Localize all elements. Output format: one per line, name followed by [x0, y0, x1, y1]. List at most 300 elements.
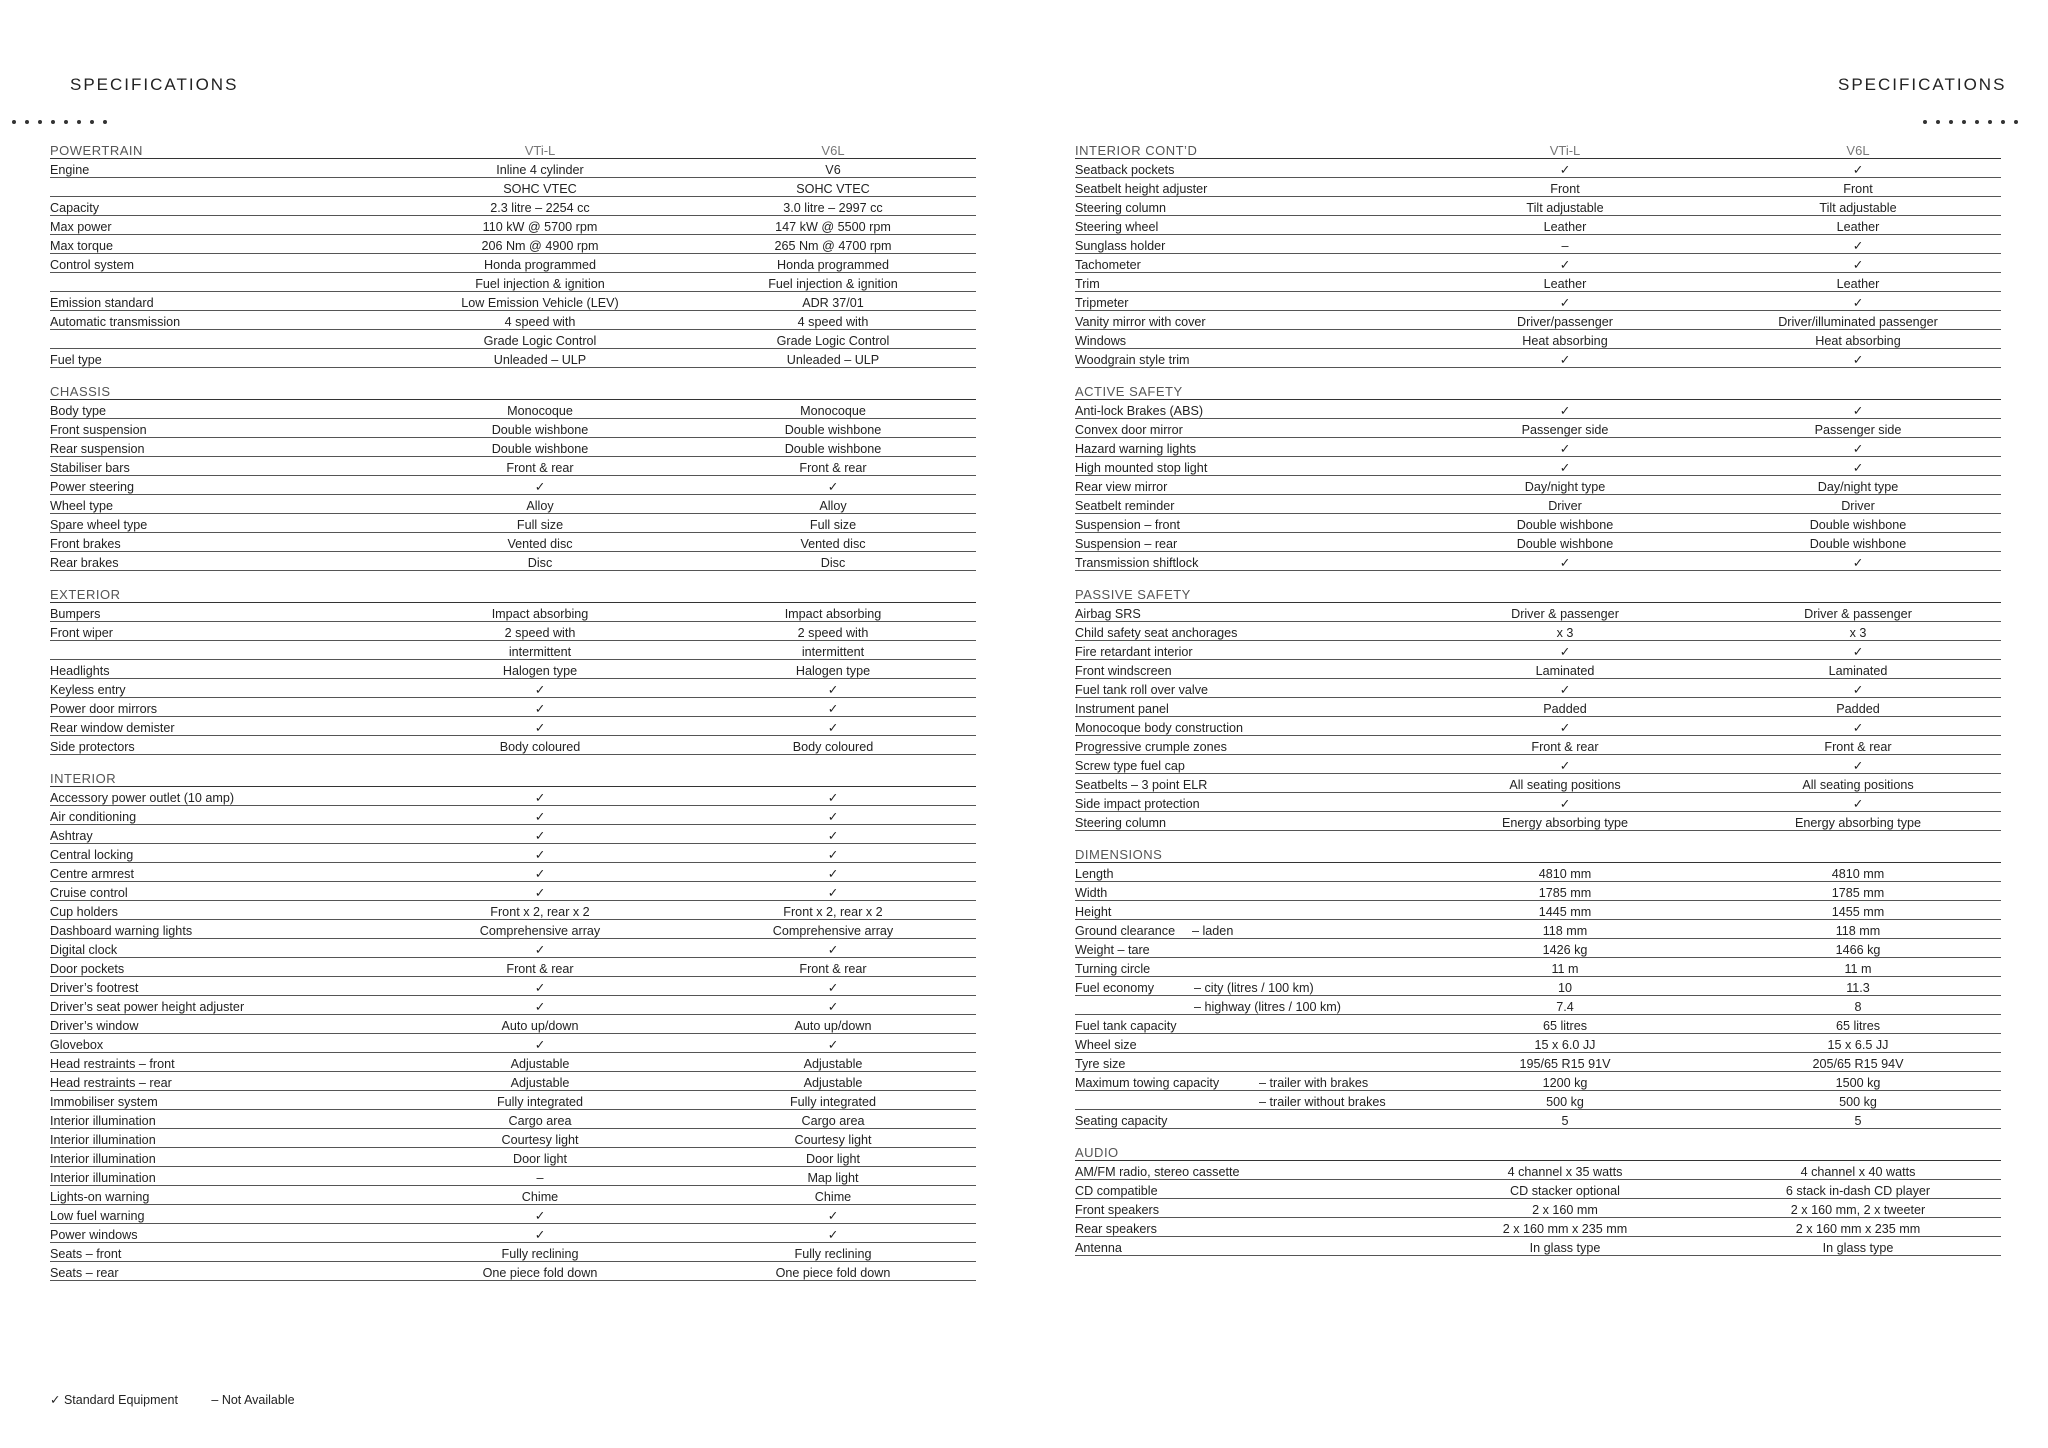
spec-value-vti-l: ✓: [1559, 258, 1571, 272]
spec-value-v6l: Tilt adjustable: [1819, 201, 1897, 215]
spec-value-v6l: ✓: [1852, 404, 1864, 418]
spec-value-v6l: 118 mm: [1835, 924, 1881, 938]
spec-row: [1075, 457, 2001, 476]
spec-label: Rear window demister: [50, 721, 175, 735]
spec-value-v6l: In glass type: [1822, 1241, 1894, 1255]
spec-label: Length: [1075, 867, 1114, 881]
spec-label: Side impact protection: [1075, 797, 1200, 811]
spec-row: [50, 844, 976, 863]
spec-value-v6l: Driver: [1841, 499, 1875, 513]
spec-value-v6l: ✓: [827, 1038, 839, 1052]
spec-row: [1075, 882, 2001, 901]
spec-row: [1075, 216, 2001, 235]
spec-row: [50, 1034, 976, 1053]
spec-row: [50, 216, 976, 235]
spec-label: Central locking: [50, 848, 134, 862]
spec-label: Suspension – rear: [1075, 537, 1178, 551]
spec-value-v6l: Adjustable: [803, 1076, 863, 1090]
spec-value-v6l: 2 x 160 mm, 2 x tweeter: [1790, 1203, 1926, 1217]
spec-value-vti-l: Heat absorbing: [1522, 334, 1608, 348]
spec-value-v6l: ✓: [827, 886, 839, 900]
spec-label: Engine: [50, 163, 90, 177]
spec-row: [1075, 514, 2001, 533]
spec-section: [50, 381, 976, 571]
spec-value-v6l: Unleaded – ULP: [786, 353, 880, 367]
spec-value-vti-l: Fully reclining: [501, 1247, 579, 1261]
spec-row: [50, 1186, 976, 1205]
spec-value-vti-l: Auto up/down: [501, 1019, 579, 1033]
spec-value-v6l: 1785 mm: [1831, 886, 1885, 900]
spec-row: [1075, 1091, 2001, 1110]
spec-label: Spare wheel type: [50, 518, 148, 532]
spec-label: Front suspension: [50, 423, 147, 437]
section-header-row: [1075, 1142, 2001, 1161]
spec-value-vti-l: ✓: [534, 886, 546, 900]
spec-value-vti-l: Grade Logic Control: [483, 334, 597, 348]
spec-row: [1075, 901, 2001, 920]
spec-label: Ground clearance – laden: [1075, 920, 1415, 938]
spec-value-vti-l: 206 Nm @ 4900 rpm: [481, 239, 599, 253]
spec-value-vti-l: Fully integrated: [496, 1095, 584, 1109]
spec-label: Transmission shiftlock: [1075, 556, 1199, 570]
spec-label: High mounted stop light: [1075, 461, 1208, 475]
spec-value-vti-l: Door light: [513, 1152, 567, 1166]
spec-row: [1075, 1218, 2001, 1237]
spec-value-v6l: 11.3: [1846, 981, 1870, 995]
spec-value-vti-l: ✓: [534, 943, 546, 957]
spec-label: Fuel tank capacity: [1075, 1019, 1177, 1033]
spec-value-vti-l: ✓: [1559, 556, 1571, 570]
spec-value-vti-l: Driver: [1548, 499, 1582, 513]
spec-label: Side protectors: [50, 740, 135, 754]
spec-label: Digital clock: [50, 943, 118, 957]
spec-value-v6l: 4 channel x 40 watts: [1800, 1165, 1916, 1179]
spec-value-v6l: 65 litres: [1835, 1019, 1881, 1033]
spec-value-v6l: Courtesy light: [794, 1133, 872, 1147]
spec-row: [50, 698, 976, 717]
spec-row: [50, 1167, 976, 1186]
spec-label: Tachometer: [1075, 258, 1141, 272]
spec-row: [1075, 1053, 2001, 1072]
spec-row: [1075, 793, 2001, 812]
spec-label: Seatback pockets: [1075, 163, 1175, 177]
spec-value-v6l: 11 m: [1844, 962, 1872, 976]
spec-row: [1075, 197, 2001, 216]
spec-column-right: [1075, 140, 2001, 1269]
spec-label: Sunglass holder: [1075, 239, 1166, 253]
spec-label: [1075, 1091, 1415, 1109]
spec-value-vti-l: ✓: [1559, 461, 1571, 475]
spec-value-v6l: 500 kg: [1839, 1095, 1877, 1109]
spec-label: Air conditioning: [50, 810, 137, 824]
spec-value-v6l: Cargo area: [801, 1114, 865, 1128]
spec-value-v6l: 4 speed with: [797, 315, 869, 329]
section-header-row: [50, 768, 976, 787]
spec-label: Control system: [50, 258, 134, 272]
spec-value-v6l: ✓: [827, 981, 839, 995]
spec-value-vti-l: 15 x 6.0 JJ: [1534, 1038, 1596, 1052]
spec-label: Interior illumination: [50, 1114, 156, 1128]
spec-value-vti-l: Adjustable: [510, 1076, 570, 1090]
section-header-row: [1075, 844, 2001, 863]
spec-row: [1075, 679, 2001, 698]
spec-label: Rear suspension: [50, 442, 145, 456]
spec-value-vti-l: ✓: [1559, 759, 1571, 773]
spec-value-vti-l: Padded: [1543, 702, 1587, 716]
spec-sublabel: – highway (litres / 100 km): [1194, 1000, 1341, 1014]
spec-label: Cruise control: [50, 886, 128, 900]
spec-value-v6l: 2 speed with: [797, 626, 869, 640]
spec-value-v6l: ✓: [827, 848, 839, 862]
spec-value-v6l: ✓: [827, 702, 839, 716]
spec-value-vti-l: Vented disc: [507, 537, 573, 551]
spec-row: [1075, 419, 2001, 438]
spec-value-vti-l: ✓: [534, 867, 546, 881]
spec-sublabel: – trailer with brakes: [1259, 1076, 1369, 1090]
spec-label: Screw type fuel cap: [1075, 759, 1185, 773]
spec-value-vti-l: 4 channel x 35 watts: [1507, 1165, 1623, 1179]
spec-value-vti-l: 110 kW @ 5700 rpm: [482, 220, 598, 234]
spec-label: Anti-lock Brakes (ABS): [1075, 404, 1204, 418]
section-header-row: [50, 584, 976, 603]
spec-value-vti-l: Day/night type: [1524, 480, 1606, 494]
spec-label: Seating capacity: [1075, 1114, 1168, 1128]
spec-value-vti-l: Honda programmed: [483, 258, 596, 272]
spec-label: Progressive crumple zones: [1075, 740, 1227, 754]
spec-value-v6l: Front: [1843, 182, 1873, 196]
spec-row: [1075, 812, 2001, 831]
spec-label: Max torque: [50, 239, 113, 253]
spec-label: Child safety seat anchorages: [1075, 626, 1238, 640]
spec-value-vti-l: ✓: [534, 810, 546, 824]
spec-value-vti-l: Double wishbone: [491, 442, 589, 456]
spec-value-v6l: Day/night type: [1817, 480, 1899, 494]
spec-label: Body type: [50, 404, 107, 418]
spec-row: [1075, 400, 2001, 419]
spec-value-vti-l: ✓: [534, 683, 546, 697]
section-title: CHASSIS: [50, 384, 111, 399]
spec-value-vti-l: Tilt adjustable: [1526, 201, 1604, 215]
spec-value-v6l: ✓: [827, 943, 839, 957]
spec-label: Cup holders: [50, 905, 118, 919]
spec-value-vti-l: Cargo area: [508, 1114, 572, 1128]
spec-value-v6l: ✓: [827, 1209, 839, 1223]
spec-value-v6l: V6: [825, 163, 841, 177]
spec-label: Glovebox: [50, 1038, 104, 1052]
spec-value-vti-l: 1785 mm: [1538, 886, 1592, 900]
section-header-row: [1075, 584, 2001, 603]
section-header-row: [50, 140, 976, 159]
spec-value-vti-l: SOHC VTEC: [503, 182, 577, 196]
spec-value-v6l: Front & rear: [799, 461, 867, 475]
spec-row: [1075, 1180, 2001, 1199]
spec-label: Hazard warning lights: [1075, 442, 1197, 456]
spec-label: Fuel economy – city (litres / 100 km): [1075, 977, 1415, 995]
spec-value-v6l: Passenger side: [1814, 423, 1902, 437]
spec-value-v6l: Full size: [809, 518, 857, 532]
spec-value-vti-l: Impact absorbing: [491, 607, 589, 621]
spec-label: Headlights: [50, 664, 110, 678]
spec-label: Stabiliser bars: [50, 461, 130, 475]
spec-label: Keyless entry: [50, 683, 126, 697]
spec-value-v6l: 3.0 litre – 2997 cc: [783, 201, 883, 215]
spec-row: [50, 292, 976, 311]
spec-label: Convex door mirror: [1075, 423, 1183, 437]
spec-row: [1075, 159, 2001, 178]
spec-value-vti-l: Courtesy light: [501, 1133, 579, 1147]
spec-row: [50, 254, 976, 273]
spec-label: Accessory power outlet (10 amp): [50, 791, 235, 805]
spec-label: Ashtray: [50, 829, 93, 843]
spec-value-vti-l: In glass type: [1529, 1241, 1601, 1255]
spec-row: [1075, 349, 2001, 368]
spec-row: [1075, 939, 2001, 958]
spec-row: [1075, 1072, 2001, 1091]
spec-row: [50, 1091, 976, 1110]
spec-row: [50, 273, 976, 292]
spec-section: [1075, 140, 2001, 368]
spec-value-v6l: ✓: [1852, 258, 1864, 272]
spec-value-vti-l: Comprehensive array: [479, 924, 601, 938]
spec-value-v6l: 1466 kg: [1835, 943, 1881, 957]
spec-label: Automatic transmission: [50, 315, 181, 329]
spec-value-vti-l: ✓: [534, 480, 546, 494]
spec-label: Rear view mirror: [1075, 480, 1168, 494]
spec-row: [1075, 178, 2001, 197]
spec-value-v6l: Front & rear: [799, 962, 867, 976]
spec-row: [50, 438, 976, 457]
spec-label: Power steering: [50, 480, 134, 494]
spec-label: Front windscreen: [1075, 664, 1172, 678]
spec-label: [50, 178, 390, 196]
spec-value-v6l: Fully integrated: [789, 1095, 877, 1109]
spec-value-v6l: Leather: [1836, 277, 1880, 291]
spec-value-vti-l: ✓: [1559, 353, 1571, 367]
spec-label: Head restraints – rear: [50, 1076, 172, 1090]
spec-row: [1075, 1015, 2001, 1034]
spec-label: Door pockets: [50, 962, 125, 976]
spec-value-v6l: 4810 mm: [1831, 867, 1885, 881]
spec-value-v6l: ADR 37/01: [802, 296, 864, 310]
spec-row: [1075, 311, 2001, 330]
spec-value-vti-l: Passenger side: [1521, 423, 1609, 437]
spec-label: Immobiliser system: [50, 1095, 158, 1109]
spec-value-v6l: Double wishbone: [784, 442, 882, 456]
spec-value-v6l: Monocoque: [800, 404, 866, 418]
spec-sublabel: – trailer without brakes: [1259, 1095, 1386, 1109]
spec-value-vti-l: ✓: [534, 1038, 546, 1052]
spec-value-vti-l: Fuel injection & ignition: [475, 277, 605, 291]
spec-value-vti-l: 2 x 160 mm: [1532, 1203, 1598, 1217]
spec-value-v6l: Driver/illuminated passenger: [1778, 315, 1938, 329]
spec-value-vti-l: 4 speed with: [504, 315, 576, 329]
spec-value-v6l: ✓: [827, 721, 839, 735]
spec-value-v6l: Disc: [820, 556, 846, 570]
spec-label: Seats – rear: [50, 1266, 119, 1280]
spec-label: Tripmeter: [1075, 296, 1129, 310]
spec-value-v6l: Door light: [806, 1152, 860, 1166]
section-title: DIMENSIONS: [1075, 847, 1163, 862]
spec-section: [1075, 844, 2001, 1129]
spec-row: [1075, 495, 2001, 514]
spec-value-vti-l: 1445 mm: [1538, 905, 1592, 919]
spec-value-vti-l: Front & rear: [1531, 740, 1599, 754]
spec-row: [50, 996, 976, 1015]
column-header-v6l: V6L: [821, 143, 845, 158]
spec-label: Monocoque body construction: [1075, 721, 1244, 735]
spec-row: [50, 311, 976, 330]
spec-value-v6l: 1455 mm: [1831, 905, 1885, 919]
spec-row: [50, 1110, 976, 1129]
spec-value-v6l: Honda programmed: [776, 258, 889, 272]
spec-row: [50, 159, 976, 178]
spec-label: Front wiper: [50, 626, 113, 640]
spec-row: [50, 400, 976, 419]
spec-value-v6l: Halogen type: [795, 664, 871, 678]
section-title: POWERTRAIN: [50, 143, 143, 158]
spec-value-v6l: ✓: [1852, 556, 1864, 570]
spec-label: Weight – tare: [1075, 943, 1150, 957]
spec-row: [50, 939, 976, 958]
spec-label: Steering column: [1075, 816, 1167, 830]
spec-row: [50, 533, 976, 552]
spec-section: [50, 584, 976, 755]
spec-value-v6l: ✓: [1852, 645, 1864, 659]
decorative-dots-left: [12, 120, 107, 124]
spec-label: Interior illumination: [50, 1171, 156, 1185]
spec-label: Antenna: [1075, 1241, 1122, 1255]
spec-value-vti-l: Alloy: [526, 499, 554, 513]
spec-value-vti-l: Unleaded – ULP: [493, 353, 587, 367]
spec-row: [1075, 1110, 2001, 1129]
spec-value-v6l: ✓: [1852, 759, 1864, 773]
spec-row: [50, 330, 976, 349]
spec-row: [50, 977, 976, 996]
spec-section: [50, 140, 976, 368]
spec-label: Seats – front: [50, 1247, 122, 1261]
spec-label: Driver’s seat power height adjuster: [50, 1000, 245, 1014]
legend-standard: ✓ Standard Equipment: [50, 1393, 178, 1407]
spec-row: [1075, 977, 2001, 996]
spec-row: [1075, 863, 2001, 882]
spec-label: [50, 273, 390, 291]
spec-row: [50, 1205, 976, 1224]
spec-row: [1075, 273, 2001, 292]
spec-label: Front brakes: [50, 537, 121, 551]
spec-row: [50, 679, 976, 698]
spec-value-v6l: intermittent: [801, 645, 865, 659]
spec-value-vti-l: ✓: [534, 1228, 546, 1242]
legend-not-available: – Not Available: [211, 1393, 295, 1407]
spec-row: [50, 349, 976, 368]
spec-label: Instrument panel: [1075, 702, 1169, 716]
spec-value-v6l: 6 stack in-dash CD player: [1785, 1184, 1931, 1198]
spec-value-vti-l: Driver/passenger: [1517, 315, 1613, 329]
spec-row: [50, 825, 976, 844]
spec-value-vti-l: Laminated: [1535, 664, 1595, 678]
spec-row: [50, 863, 976, 882]
spec-value-vti-l: ✓: [534, 829, 546, 843]
spec-value-vti-l: 500 kg: [1546, 1095, 1584, 1109]
spec-value-vti-l: ✓: [1559, 797, 1571, 811]
spec-row: [50, 419, 976, 438]
spec-value-vti-l: Front: [1550, 182, 1580, 196]
spec-row: [50, 660, 976, 679]
spec-row: [50, 641, 976, 660]
spec-label: [1075, 996, 1415, 1014]
spec-label: Suspension – front: [1075, 518, 1181, 532]
spec-value-vti-l: 118 mm: [1542, 924, 1588, 938]
spec-label: Width: [1075, 886, 1108, 900]
spec-row: [1075, 774, 2001, 793]
spec-value-v6l: 1500 kg: [1835, 1076, 1881, 1090]
spec-value-vti-l: Double wishbone: [1516, 518, 1614, 532]
spec-value-vti-l: Double wishbone: [491, 423, 589, 437]
spec-value-vti-l: All seating positions: [1509, 778, 1621, 792]
spec-label: Low fuel warning: [50, 1209, 145, 1223]
spec-row: [50, 787, 976, 806]
spec-value-v6l: 15 x 6.5 JJ: [1827, 1038, 1889, 1052]
legend: [50, 1392, 325, 1407]
spec-value-v6l: ✓: [827, 1228, 839, 1242]
spec-value-v6l: Body coloured: [792, 740, 874, 754]
spec-label: Rear speakers: [1075, 1222, 1157, 1236]
spec-value-v6l: ✓: [827, 829, 839, 843]
spec-label: [50, 330, 390, 348]
spec-label: Interior illumination: [50, 1133, 156, 1147]
spec-row: [1075, 755, 2001, 774]
spec-value-v6l: ✓: [1852, 721, 1864, 735]
spec-value-vti-l: Chime: [521, 1190, 559, 1204]
spec-value-v6l: ✓: [1852, 296, 1864, 310]
spec-row: [1075, 641, 2001, 660]
spec-row: [50, 1015, 976, 1034]
spec-label: Airbag SRS: [1075, 607, 1141, 621]
spec-row: [50, 1053, 976, 1072]
spec-row: [50, 1262, 976, 1281]
spec-value-vti-l: 1200 kg: [1542, 1076, 1588, 1090]
spec-row: [1075, 603, 2001, 622]
spec-row: [1075, 292, 2001, 311]
spec-value-vti-l: –: [1561, 239, 1569, 253]
spec-row: [1075, 476, 2001, 495]
spec-value-vti-l: 1426 kg: [1542, 943, 1588, 957]
spec-value-vti-l: ✓: [1559, 721, 1571, 735]
section-title: INTERIOR: [50, 771, 117, 786]
section-header-row: [50, 381, 976, 400]
spec-value-vti-l: ✓: [534, 981, 546, 995]
spec-label: Seatbelt reminder: [1075, 499, 1175, 513]
spec-value-v6l: 5: [1854, 1114, 1862, 1128]
spec-row: [50, 920, 976, 939]
spec-row: [50, 806, 976, 825]
spec-label: Fire retardant interior: [1075, 645, 1193, 659]
section-title: EXTERIOR: [50, 587, 121, 602]
spec-label: Wheel size: [1075, 1038, 1137, 1052]
spec-value-v6l: Map light: [807, 1171, 859, 1185]
spec-value-v6l: ✓: [827, 683, 839, 697]
spec-value-v6l: Front x 2, rear x 2: [783, 905, 883, 919]
spec-value-vti-l: 2 speed with: [504, 626, 576, 640]
spec-value-vti-l: ✓: [534, 1000, 546, 1014]
spec-value-v6l: Double wishbone: [1809, 518, 1907, 532]
spec-value-v6l: Alloy: [819, 499, 847, 513]
spec-value-vti-l: ✓: [1559, 442, 1571, 456]
spec-value-vti-l: Front & rear: [506, 962, 574, 976]
spec-value-v6l: Double wishbone: [784, 423, 882, 437]
spec-value-v6l: ✓: [1852, 683, 1864, 697]
spec-value-vti-l: 5: [1561, 1114, 1569, 1128]
